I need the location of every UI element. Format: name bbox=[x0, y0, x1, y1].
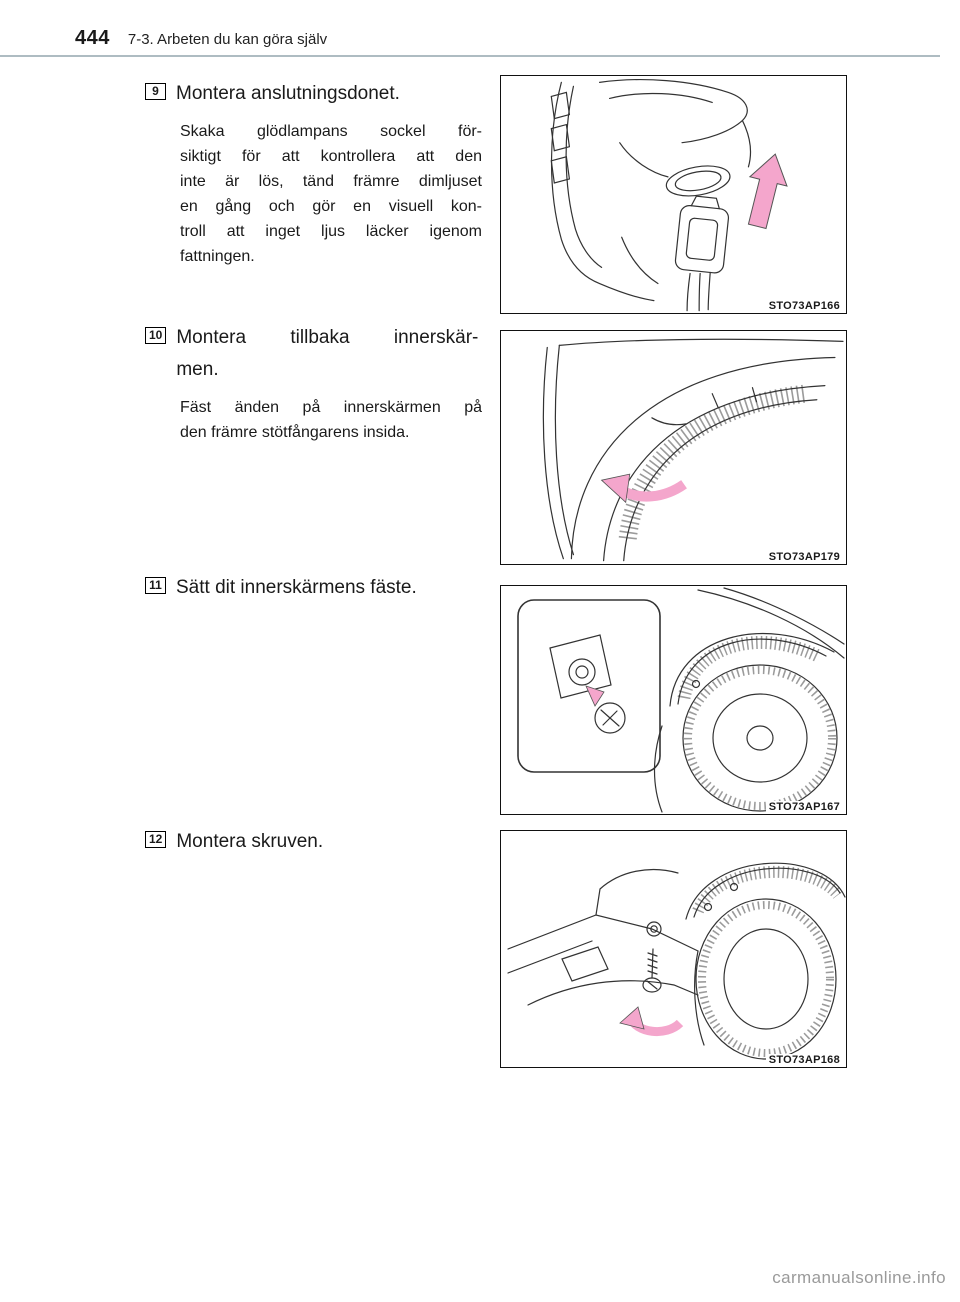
figure-step-11 bbox=[500, 585, 847, 815]
pull-up-arrow-icon bbox=[739, 149, 794, 230]
step-9 bbox=[145, 78, 490, 269]
step-12-head bbox=[145, 826, 490, 858]
step-number-box: 12 bbox=[145, 831, 166, 848]
fender-clip-illustration bbox=[501, 586, 846, 814]
step-number-box: 11 bbox=[145, 577, 166, 594]
step-11-head bbox=[145, 572, 490, 604]
step-title: Montera skruven. bbox=[176, 831, 324, 852]
figure-step-12 bbox=[500, 830, 847, 1068]
step-title: Montera anslutningsdonet. bbox=[176, 83, 400, 104]
figure-code-label: STO73AP167 bbox=[766, 801, 843, 813]
headlight-connector-illustration bbox=[501, 76, 846, 313]
step-10-head bbox=[145, 322, 490, 386]
figure-code-label: STO73AP166 bbox=[766, 300, 843, 312]
step-body: Fäst änden på innerskärmen på den främre stötfångarens insida. bbox=[180, 399, 482, 441]
step-number-box: 10 bbox=[145, 327, 166, 344]
figure-step-10 bbox=[500, 330, 847, 565]
step-title: Montera tillbaka innerskär- men. bbox=[176, 327, 479, 380]
insert-clip-arrow-icon bbox=[586, 686, 604, 706]
figure-code-label: STO73AP179 bbox=[766, 551, 843, 563]
step-12 bbox=[145, 826, 490, 858]
site-watermark: carmanualsonline.info bbox=[772, 1268, 946, 1287]
step-body: Skaka glödlampans sockel för- siktigt för att kontrollera att den inte är lös, tänd främre dimljuset en gång och gör en visuell kon- troll att inget ljus läcker igenom fattningen. bbox=[180, 123, 482, 265]
section-title: 7-3. Arbeten du kan göra själv bbox=[127, 31, 328, 48]
figure-code-label: STO73AP168 bbox=[766, 1054, 843, 1066]
step-title: Sätt dit innerskärmens fäste. bbox=[176, 577, 417, 598]
step-9-head bbox=[145, 78, 490, 110]
screw-install-illustration bbox=[501, 831, 846, 1067]
tighten-rotation-arrow-icon bbox=[620, 1007, 680, 1032]
page-number: 444 bbox=[75, 27, 110, 49]
step-10 bbox=[145, 322, 490, 445]
header-divider bbox=[0, 55, 940, 57]
page-header bbox=[75, 27, 327, 50]
figure-step-9 bbox=[500, 75, 847, 314]
step-number-box: 9 bbox=[145, 83, 166, 100]
inner-fender-illustration bbox=[501, 331, 846, 564]
step-11 bbox=[145, 572, 490, 604]
